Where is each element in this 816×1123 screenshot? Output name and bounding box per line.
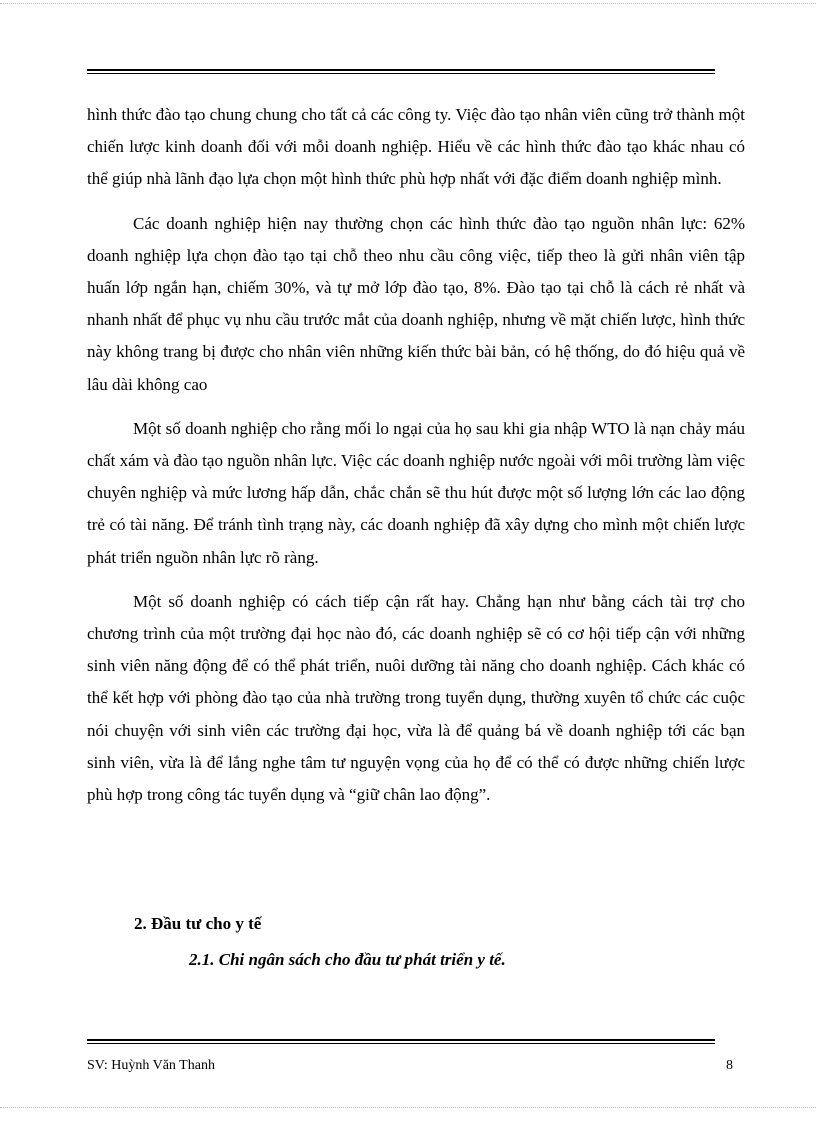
paragraph-continuation: hình thức đào tạo chung chung cho tất cả các công ty. Việc đào tạo nhân viên cũng trở thành một chiến lược kinh doanh đối với mỗi doanh nghiệp. Hiểu về các hình thức đào tạo khác nhau có thể giúp nhà lãnh đạo lựa chọn một hình thức phù hợp nhất với đặc điểm doanh nghiệp mình. [87,105,745,189]
footer-student-name: SV: Huỳnh Văn Thanh [87,1058,215,1073]
section-heading-health: 2. Đầu tư cho y tế [134,914,262,933]
header-rule [87,69,715,74]
page-number: 8 [726,1058,733,1073]
paragraph-university-approach: Một số doanh nghiệp có cách tiếp cận rất hay. Chẳng hạn như bằng cách tài trợ cho chương trình của một trường đại học nào đó, các doanh nghiệp sẽ có cơ hội tiếp cận với những sinh viên năng động để có thể phát triển, nuôi dưỡng tài năng cho doanh nghiệp. Cách khác có thể kết hợp với phòng đào tạo của nhà trường trong tuyển dụng, thường xuyên tổ chức các cuộc nói chuyện với sinh viên các trường đại học, vừa là để quảng bá về doanh nghiệp tới các bạn sinh viên, vừa là để lắng nghe tâm tư nguyện vọng của họ để có thể có được những chiến lược phù hợp trong công tác tuyển dụng và “giữ chân lao động”. [87,591,745,805]
page-top-border [0,3,816,4]
footer-rule [87,1039,715,1044]
paragraph-brain-drain: Một số doanh nghiệp cho rằng mối lo ngại của họ sau khi gia nhập WTO là nạn chảy máu chất xám và đào tạo nguồn nhân lực. Việc các doanh nghiệp nước ngoài với môi trường làm việc chuyên nghiệp và mức lương hấp dẫn, chắc chắn sẽ thu hút được một số lượng lớn các lao động trẻ có tài năng. Để tránh tình trạng này, các doanh nghiệp đã xây dựng cho mình một chiến lược phát triển nguồn nhân lực rõ ràng. [87,418,746,567]
document-body [87,99,745,811]
paragraph-training-forms: Các doanh nghiệp hiện nay thường chọn các hình thức đào tạo nguồn nhân lực: 62% doanh nghiệp lựa chọn đào tạo tại chỗ theo nhu cầu công việc, tiếp theo là gửi nhân viên tập huấn lớp ngắn hạn, chiếm 30%, và tự mở lớp đào tạo, 8%. Đào tạo tại chỗ là cách rẻ nhất và nhanh nhất để phục vụ nhu cầu trước mắt của doanh nghiệp, nhưng về mặt chiến lược, hình thức này không trang bị được cho nhân viên những kiến thức bài bản, có hệ thống, do đó hiệu quả về lâu dài không cao [87,213,745,394]
subsection-heading-budget: 2.1. Chi ngân sách cho đầu tư phát triển y tế. [189,950,506,969]
page-bottom-border [0,1107,816,1108]
